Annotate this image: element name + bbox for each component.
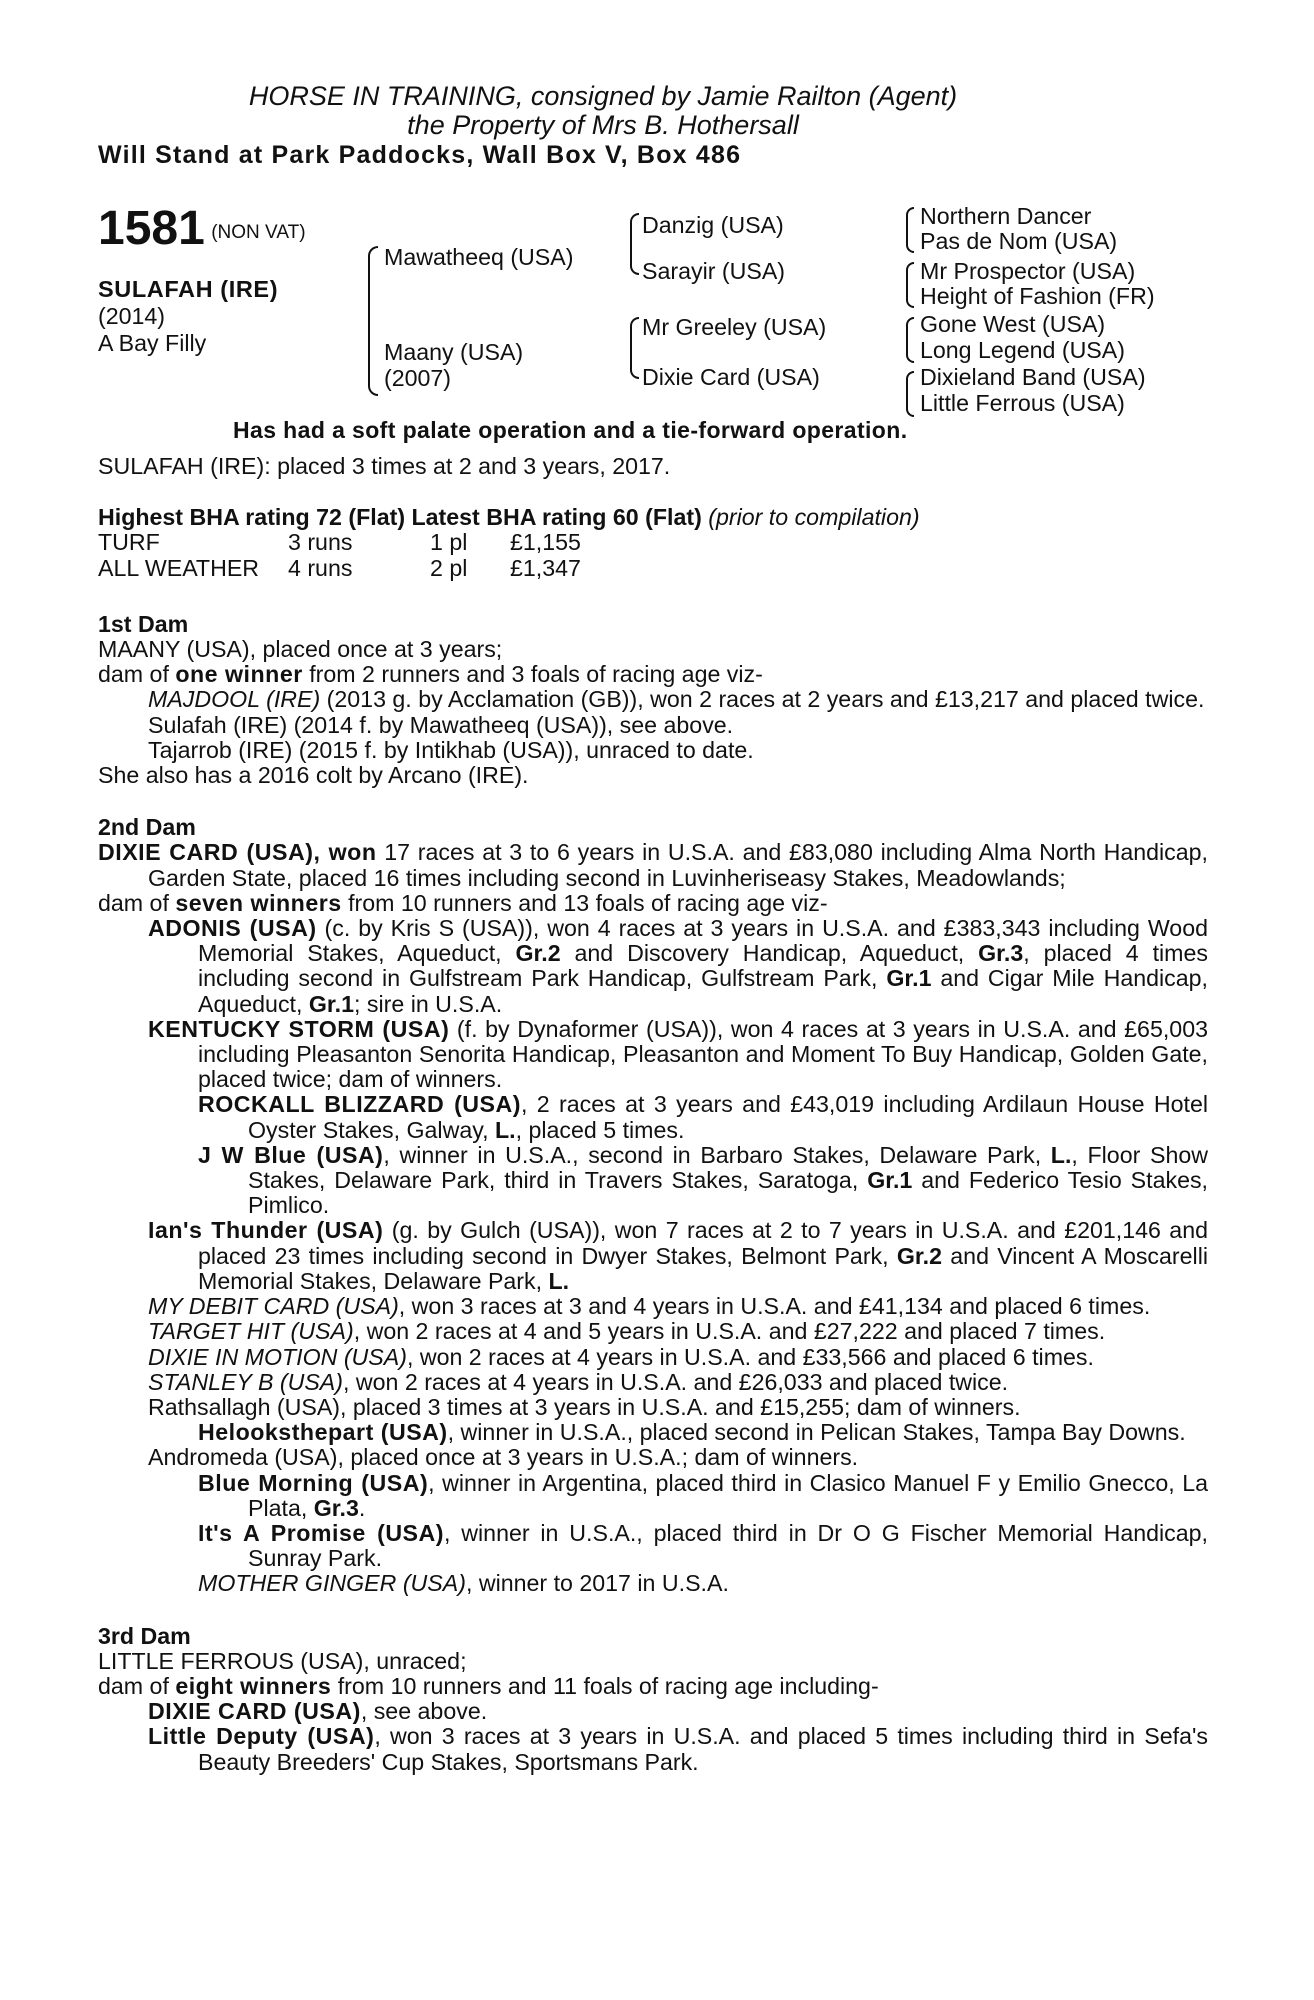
produce-entry	[98, 1345, 1208, 1370]
grade-label: L.	[548, 1267, 570, 1294]
first-dam-section	[98, 612, 1208, 788]
stand-location: Will Stand at Park Paddocks, Wall Box V, Box 486	[98, 141, 742, 169]
produce-text: , winner in U.S.A., placed second in Pelican Stakes, Tampa Bay Downs.	[447, 1419, 1186, 1446]
dam-dam: Dixie Card (USA)	[642, 364, 820, 390]
consignor-line: HORSE IN TRAINING, consigned by Jamie Railton (Agent)	[248, 81, 958, 111]
produce-entry	[98, 1699, 1208, 1724]
pedigree-bracket	[630, 213, 639, 275]
grand-produce-entry	[98, 1571, 1208, 1596]
produce-entry	[98, 1218, 1208, 1294]
produce-name: Ian's Thunder (USA)	[148, 1217, 384, 1244]
third-dam-section	[98, 1624, 1208, 1775]
produce-name: DIXIE CARD (USA)	[148, 1698, 361, 1725]
produce-text: , won 3 races at 3 and 4 years in U.S.A. and £41,134 and placed 6 times.	[398, 1293, 1151, 1320]
sire-dam: Sarayir (USA)	[642, 258, 786, 284]
section-heading: 2nd Dam	[98, 814, 196, 841]
produce-name: ROCKALL BLIZZARD (USA)	[198, 1091, 521, 1118]
ds-sire: Gone West (USA)	[920, 311, 1106, 337]
lot-number: 1581	[98, 202, 205, 255]
grade-label: Gr.1	[308, 990, 354, 1017]
grand-produce-entry: Blue Morning (USA), winner in Argentina, placed third in Clasico Manuel F y Emilio Gnecco, La Plata, Gr.3.	[198, 1469, 1209, 1521]
dam-line: MAANY (USA), placed once at 3 years;	[98, 636, 503, 663]
produce-text: and Cigar Mile Handicap, Aqueduct,	[198, 965, 1208, 1017]
produce-name: STANLEY B (USA)	[148, 1368, 343, 1395]
horse-year: (2014)	[98, 303, 166, 329]
section-heading: 1st Dam	[98, 610, 189, 637]
pedigree-bracket	[368, 246, 378, 396]
winners-count: eight winners	[175, 1672, 332, 1699]
lot-heading	[98, 204, 306, 254]
sire: Mawatheeq (USA)	[384, 244, 574, 270]
produce-entry	[98, 1724, 1208, 1774]
produce-text: , won 2 races at 4 and 5 years in U.S.A. and £27,222 and placed 7 times.	[353, 1318, 1106, 1345]
grade-label: Gr.2	[896, 1242, 942, 1269]
produce-entry	[98, 1017, 1208, 1093]
produce-text: and Discovery Handicap, Aqueduct,	[560, 940, 979, 967]
dam-line	[98, 840, 1208, 890]
ss-sire: Northern Dancer	[920, 203, 1092, 229]
produce-text: , winner in U.S.A., placed third in Dr O G Fischer Memorial Handicap, Sunray Park.	[248, 1519, 1209, 1572]
dam-of-text: from 10 runners and 13 foals of racing age viz-	[341, 889, 828, 916]
catalogue-page	[98, 82, 1208, 1775]
produce-text: , winner to 2017 in U.S.A.	[465, 1570, 729, 1597]
produce-text: (c. by Kris S (USA)), won 4 races at 3 years in U.S.A. and £383,343 including Wood Memorial Stakes, Aqueduct,	[198, 915, 1208, 967]
horse-info	[98, 276, 278, 357]
grade-label: Gr.1	[886, 965, 932, 992]
horse-name: SULAFAH (IRE)	[98, 276, 279, 302]
winners-count: one winner	[175, 661, 303, 688]
pedigree-bracket	[630, 317, 639, 379]
section-heading: 3rd Dam	[98, 1622, 191, 1649]
produce-name: DIXIE IN MOTION (USA)	[148, 1343, 407, 1370]
produce-text: , 2 races at 3 years and £43,019 including Ardilaun House Hotel Oyster Stakes, Galway,	[248, 1091, 1208, 1143]
produce-text: , won 2 races at 4 years in U.S.A. and £26,033 and placed twice.	[343, 1368, 1009, 1395]
dam-line: LITTLE FERROUS (USA), unraced;	[98, 1647, 467, 1674]
second-dam-section	[98, 815, 1208, 1596]
won-label: , won	[313, 839, 377, 866]
property-line: the Property of Mrs B. Hothersall	[407, 110, 799, 140]
dam-of-text: from 2 runners and 3 foals of racing age viz-	[302, 661, 763, 688]
rating-bold: Highest BHA rating 72 (Flat) Latest BHA rating 60 (Flat)	[98, 504, 702, 531]
produce-entry: Sulafah (IRE) (2014 f. by Mawatheeq (USA)), see above.	[148, 711, 734, 738]
produce-entry	[98, 1319, 1208, 1344]
dam-text: 17 races at 3 to 6 years in U.S.A. and £83,080 including Alma North Handicap, Garden State, placed 16 times including second in Luvinheriseasy Stakes, Meadowlands;	[148, 839, 1209, 891]
produce-text: (f. by Dynaformer (USA)), won 4 races at 3 years in U.S.A. and £65,003 including Pleasanton Senorita Handicap, Pleasanton and Moment To Buy Handicap, Golden Gate, placed twice; dam of winners.	[198, 1015, 1208, 1093]
produce-text: , Floor Show Stakes, Delaware Park, third in Travers Stakes, Saratoga,	[248, 1141, 1208, 1194]
produce-text: , won 2 races at 4 years in U.S.A. and £33,566 and placed 6 times.	[406, 1343, 1094, 1370]
sire-sire: Danzig (USA)	[642, 212, 784, 238]
produce-text: (g. by Gulch (USA)), won 7 races at 2 to 7 years in U.S.A. and £201,146 and placed 23 times including second in Dwyer Stakes, Belmont Park,	[198, 1217, 1208, 1269]
stat-surface: ALL WEATHER	[98, 554, 260, 581]
pedigree-bracket	[906, 371, 914, 417]
grade-label: Gr.2	[515, 940, 561, 967]
table-row	[98, 530, 581, 555]
vat-status: (NON VAT)	[211, 222, 306, 243]
race-stats-table	[98, 530, 581, 580]
produce-name: Blue Morning (USA)	[198, 1469, 429, 1496]
produce-text: , winner in Argentina, placed third in Clasico Manuel F y Emilio Gnecco, La Plata,	[248, 1469, 1209, 1521]
grade-label: Gr.3	[978, 940, 1024, 967]
produce-name: MAJDOOL (IRE)	[148, 686, 321, 713]
dam-year: (2007)	[384, 365, 452, 391]
pedigree-block	[98, 204, 1208, 444]
consignor-header	[98, 82, 1108, 140]
produce-text: and Federico Tesio Stakes, Pimlico.	[248, 1167, 1208, 1219]
stat-runs: 4 runs	[288, 554, 353, 581]
produce-name: KENTUCKY STORM (USA)	[148, 1015, 450, 1042]
produce-text: , placed 5 times.	[515, 1116, 685, 1143]
produce-entry	[98, 916, 1208, 1017]
stat-surface: TURF	[98, 529, 160, 556]
produce-name: Little Deputy (USA)	[148, 1723, 375, 1750]
produce-name: J W Blue (USA)	[198, 1141, 384, 1168]
grade-label: Gr.3	[313, 1494, 359, 1521]
produce-entry: Andromeda (USA), placed once at 3 years in U.S.A.; dam of winners.	[148, 1444, 859, 1471]
grand-produce-entry	[98, 1420, 1208, 1445]
produce-name: It's A Promise (USA)	[198, 1519, 444, 1546]
dam-of-line	[98, 662, 1208, 687]
produce-name: MOTHER GINGER (USA)	[198, 1570, 466, 1597]
produce-name: TARGET HIT (USA)	[148, 1318, 354, 1345]
produce-name: Helooksthepart (USA)	[198, 1419, 448, 1446]
produce-text: , won 3 races at 3 years in U.S.A. and placed 5 times including third in Sefa's Beauty Breeders' Cup Stakes, Sportsmans Park.	[198, 1723, 1208, 1775]
race-summary: SULAFAH (IRE): placed 3 times at 2 and 3 years, 2017.	[98, 453, 671, 479]
pedigree-bracket	[906, 207, 914, 253]
ss-dam: Pas de Nom (USA)	[920, 228, 1118, 254]
dd-dam: Little Ferrous (USA)	[920, 390, 1125, 416]
produce-name: ADONIS (USA)	[148, 915, 317, 942]
ds-dam: Long Legend (USA)	[920, 337, 1125, 363]
produce-name: MY DEBIT CARD (USA)	[148, 1293, 399, 1320]
rating-note: (prior to compilation)	[708, 504, 920, 531]
dam-sire: Mr Greeley (USA)	[642, 314, 827, 340]
also-note: She also has a 2016 colt by Arcano (IRE).	[98, 762, 529, 789]
pedigree-bracket	[906, 262, 914, 308]
stat-placed: 1 pl	[430, 529, 468, 556]
produce-text: (2013 g. by Acclamation (GB)), won 2 races at 2 years and £13,217 and placed twice.	[320, 686, 1205, 713]
produce-text: , winner in U.S.A., second in Barbaro Stakes, Delaware Park,	[383, 1141, 1051, 1168]
grand-produce-entry	[98, 1092, 1208, 1142]
stat-earnings: £1,347	[510, 554, 581, 581]
produce-entry	[98, 687, 1208, 712]
dam-of-text: dam of	[98, 889, 176, 916]
produce-text: and Vincent A Moscarelli Memorial Stakes, Delaware Park,	[198, 1242, 1208, 1294]
produce-entry	[98, 1294, 1208, 1319]
produce-entry: Tajarrob (IRE) (2015 f. by Intikhab (USA)), unraced to date.	[148, 736, 754, 763]
dam: Maany (USA)	[384, 339, 524, 365]
stat-runs: 3 runs	[288, 529, 353, 556]
dam-of-line	[98, 891, 1208, 916]
sd-sire: Mr Prospector (USA)	[920, 258, 1136, 284]
horse-description: A Bay Filly	[98, 330, 207, 356]
produce-entry: Rathsallagh (USA), placed 3 times at 3 years in U.S.A. and £15,255; dam of winners.	[148, 1393, 1021, 1420]
operation-note: Has had a soft palate operation and a tie-forward operation.	[233, 417, 908, 443]
dd-sire: Dixieland Band (USA)	[920, 364, 1146, 390]
grand-produce-entry	[98, 1143, 1208, 1219]
rating-line	[98, 505, 1208, 530]
stat-earnings: £1,155	[510, 529, 581, 556]
produce-text: ; sire in U.S.A.	[354, 990, 503, 1017]
sd-dam: Height of Fashion (FR)	[920, 283, 1155, 309]
table-row	[98, 556, 581, 581]
grade-label: L.	[1050, 1141, 1072, 1168]
stat-placed: 2 pl	[430, 554, 468, 581]
dam-of-text: dam of	[98, 661, 176, 688]
pedigree-bracket	[906, 317, 914, 363]
produce-text: , placed 4 times including second in Gulfstream Park Handicap, Gulfstream Park,	[198, 940, 1208, 992]
dam-of-text: from 10 runners and 11 foals of racing age including-	[331, 1672, 879, 1699]
dam-of-line	[98, 1674, 1208, 1699]
dam-of-text: dam of	[98, 1672, 176, 1699]
grade-label: L.	[494, 1116, 516, 1143]
winners-count: seven winners	[175, 889, 342, 916]
grand-produce-entry	[98, 1521, 1208, 1571]
dam-name: DIXIE CARD (USA)	[98, 839, 314, 866]
produce-entry	[98, 1370, 1208, 1395]
produce-text: , see above.	[360, 1698, 488, 1725]
grade-label: Gr.1	[867, 1167, 913, 1194]
